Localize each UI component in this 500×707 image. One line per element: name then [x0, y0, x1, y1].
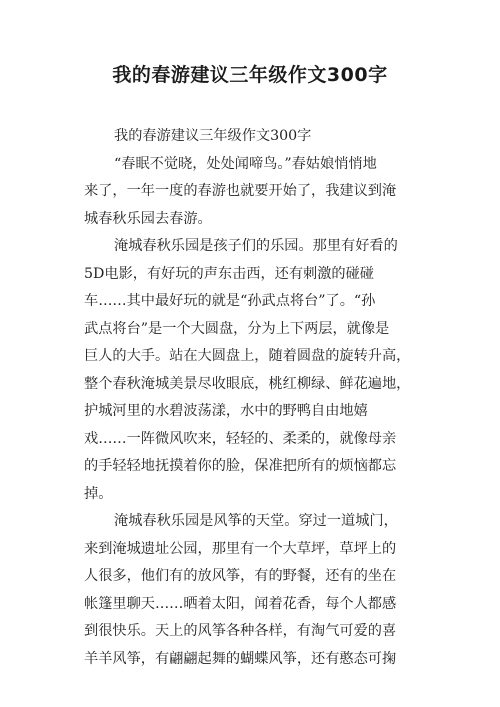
paragraph-line: 的手轻轻地抚摸着你的脸，保准把所有的烦恼都忘: [84, 458, 397, 474]
paragraph-line: 人很多，他们有的放风筝，有的野餐，还有的坐在: [84, 568, 397, 584]
paragraph-line: 护城河里的水碧波荡漾，水中的野鸭自由地嬉: [84, 403, 368, 419]
document-title: 我的春游建议三年级作文300字: [112, 64, 388, 86]
paragraph-line: 来了，一年一度的春游也就要开始了，我建议到淹: [84, 183, 397, 199]
paragraph-line: 5D电影，有好玩的声东击西，还有刺激的碰碰: [84, 265, 374, 282]
paragraph-line: 城春秋乐园去春游。: [84, 210, 212, 227]
document-body: [84, 123, 424, 673]
paragraph-line: 掉。: [84, 485, 113, 502]
paragraph-line: 到很快乐。天上的风筝各种各样，有淘气可爱的喜: [84, 623, 397, 639]
paragraph-line: 整个春秋淹城美景尽收眼底，桃红柳绿、鲜花遍地，: [84, 375, 411, 392]
paragraph-line: 羊羊风筝，有翩翩起舞的蝴蝶风筝，还有憨态可掬: [84, 650, 397, 667]
paragraph-line: 淹城春秋乐园是风筝的天堂。穿过一道城门，: [114, 513, 398, 529]
paragraph-line: 武点将台”是一个大圆盘，分为上下两层，就像是: [84, 320, 390, 337]
paragraph-line: “春眠不觉晓，处处闻啼鸟。”春姑娘悄悄地: [114, 155, 377, 172]
paragraph-line: 淹城春秋乐园是孩子们的乐园。那里有好看的: [114, 238, 398, 254]
paragraph-line: 来到淹城遗址公园，那里有一个大草坪，草坪上的: [84, 540, 397, 557]
paragraph-line: 戏……一阵微风吹来，轻轻的、柔柔的，就像母亲: [84, 430, 397, 447]
paragraph-line: 车……其中最好玩的就是“孙武点将台”了。“孙: [84, 293, 376, 309]
paragraph-line: 我的春游建议三年级作文300字: [114, 128, 312, 144]
paragraph-line: 巨人的大手。站在大圆盘上，随着圆盘的旋转升高，: [84, 348, 411, 364]
paragraph-line: 帐篷里聊天……晒着太阳，闻着花香，每个人都感: [84, 595, 397, 612]
